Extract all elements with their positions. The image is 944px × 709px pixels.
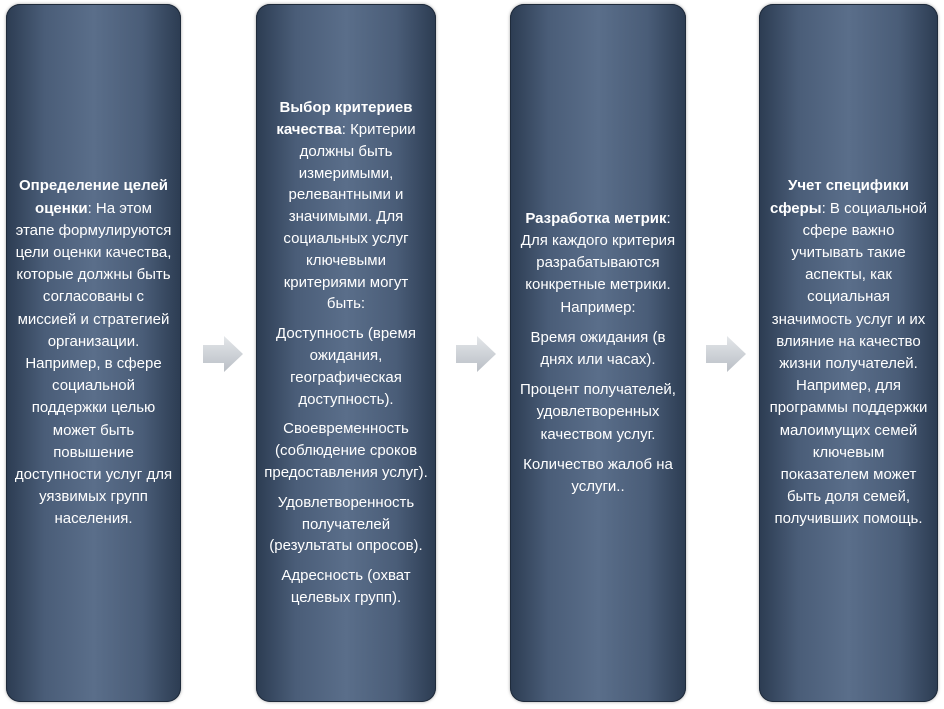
arrow-right-icon xyxy=(706,336,746,372)
step-title: Выбор критериев качества xyxy=(276,99,413,139)
metric-item: Процент получателей, удовлетворенных качеством услуг. xyxy=(520,381,676,443)
step-text xyxy=(264,97,428,315)
criteria-item: Своевременность (соблюдение сроков предоставления услуг). xyxy=(264,420,428,481)
step-body: Для каждого критерия разрабатываются конкретные метрики. Например: xyxy=(520,231,676,316)
arrow-right-icon xyxy=(456,336,496,372)
step-text xyxy=(518,208,678,319)
criteria-item: Удовлетворенность получателей (результаты опросов). xyxy=(269,493,423,555)
step-card-specifics xyxy=(759,4,938,702)
criteria-item: Адресность (охват целевых групп). xyxy=(281,567,411,606)
metric-item: Время ожидания (в днях или часах). xyxy=(530,328,666,368)
step-body: В социальной сфере важно учитывать такие аспекты, как социальная значимость услуг и их влияние на качество жизни получателей. Например, для программы поддержки малоимущих семей ключевым показателем может быть доля семей, получивших помощь. xyxy=(769,199,928,528)
title-colon: : xyxy=(666,209,671,227)
step-card-metrics xyxy=(510,4,686,702)
metric-item: Количество жалоб на услуги.. xyxy=(523,455,673,496)
step-body: Критерии должны быть измеримыми, релевантными и значимыми. Для социальных услуг ключевыми критериями могут быть: xyxy=(283,121,416,313)
step-title: Определение целей оценки xyxy=(18,177,169,217)
arrow-right-icon xyxy=(203,336,243,372)
step-title: Учет специфики сферы xyxy=(769,177,909,217)
step-card-goals xyxy=(6,4,181,702)
step-body: На этом этапе формулируются цели оценки качества, которые должны быть согласованы с миссией и стратегией организации. Например, в сфере социальной поддержки целью может быть повышение доступности услуг для уязвимых групп населения. xyxy=(14,199,173,528)
title-colon: : xyxy=(821,199,826,217)
step-text xyxy=(14,175,173,530)
step-title: Разработка метрик xyxy=(525,209,667,227)
step-card-criteria xyxy=(256,4,436,702)
step-text xyxy=(767,175,930,530)
title-colon: : xyxy=(87,199,92,217)
criteria-item: Доступность (время ожидания, географическая доступность). xyxy=(276,325,416,408)
title-colon: : xyxy=(341,121,346,139)
